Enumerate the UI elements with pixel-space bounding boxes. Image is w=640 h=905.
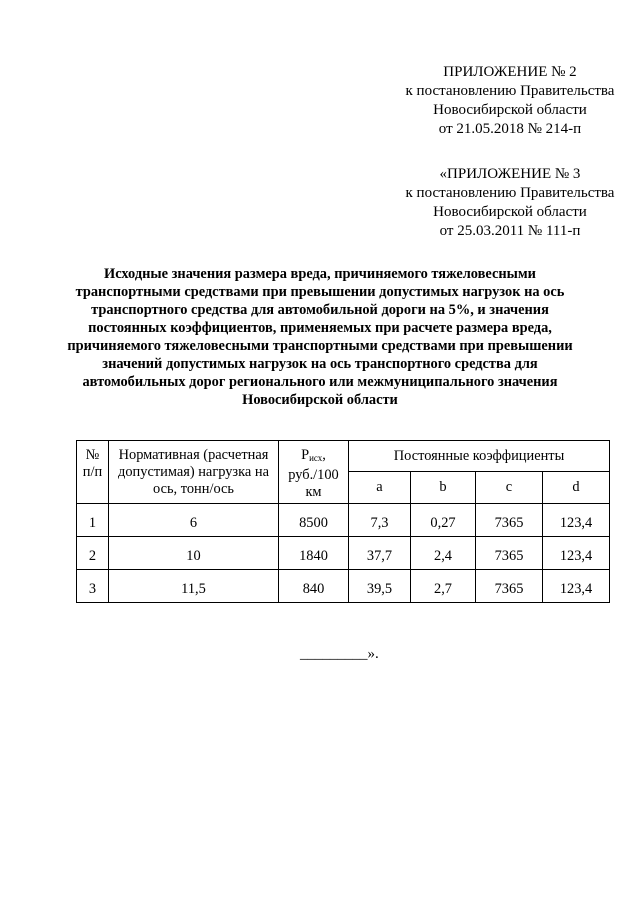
table-row (77, 504, 610, 537)
appendix-3-line: «ПРИЛОЖЕНИЕ № 3 (439, 166, 581, 182)
cell-base-damage: 8500 (279, 504, 349, 537)
appendix-2-line: к постановлению Правительства (405, 83, 615, 99)
appendix-3-line: от 25.03.2011 № 111-п (439, 223, 581, 239)
coefficients-table (76, 440, 610, 603)
cell-coef-c: 7365 (476, 570, 543, 603)
header-number-line1: № (85, 447, 100, 463)
appendix-2-header (375, 63, 640, 139)
header-number-line2: п/п (82, 464, 103, 480)
appendix-2-line: ПРИЛОЖЕНИЕ № 2 (443, 64, 577, 80)
header-coef-d: d (543, 472, 610, 504)
document-title (60, 265, 580, 409)
cell-load: 10 (109, 537, 279, 570)
cell-coef-a: 39,5 (349, 570, 411, 603)
header-p-unit: руб./100 км (288, 467, 339, 500)
cell-coef-c: 7365 (476, 537, 543, 570)
cell-number: 3 (77, 570, 109, 603)
cell-coef-b: 2,4 (411, 537, 476, 570)
header-p-symbol: P (301, 447, 310, 463)
title-line: транспортного средства для автомобильной дороги на 5%, и значения (91, 302, 549, 318)
header-base-damage (279, 441, 349, 504)
cell-coef-b: 2,7 (411, 570, 476, 603)
title-line: постоянных коэффициентов, применяемых при расчете размера вреда, (88, 320, 552, 336)
header-coef-a: a (349, 472, 411, 504)
header-p-comma: , (322, 447, 326, 463)
title-line: автомобильных дорог регионального или межмуниципального значения (82, 374, 558, 390)
title-line: Исходные значения размера вреда, причиняемого тяжеловесными (104, 266, 536, 282)
cell-coef-d: 123,4 (543, 537, 610, 570)
cell-number: 2 (77, 537, 109, 570)
table-row (77, 537, 610, 570)
cell-base-damage: 840 (279, 570, 349, 603)
header-coef-c: c (476, 472, 543, 504)
title-line: транспортными средствами при превышении допустимых нагрузок на ось (75, 284, 565, 300)
header-number (77, 441, 109, 504)
cell-coef-a: 7,3 (349, 504, 411, 537)
header-p-subscript: исх (309, 453, 323, 463)
cell-number: 1 (77, 504, 109, 537)
header-coef-b: b (411, 472, 476, 504)
appendix-2-line: от 21.05.2018 № 214-п (438, 121, 582, 137)
appendix-2-line: Новосибирской области (433, 102, 587, 118)
cell-load: 6 (109, 504, 279, 537)
table-row (77, 570, 610, 603)
closing-line: _________». (300, 646, 379, 662)
cell-coef-a: 37,7 (349, 537, 411, 570)
cell-coef-d: 123,4 (543, 504, 610, 537)
appendix-3-header (375, 165, 640, 241)
header-coefficients-group: Постоянные коэффициенты (349, 441, 610, 472)
header-load: Нормативная (расчетная допустимая) нагрузка на ось, тонн/ось (109, 441, 279, 504)
title-line: значений допустимых нагрузок на ось транспортного средства для (102, 356, 538, 372)
cell-coef-b: 0,27 (411, 504, 476, 537)
appendix-3-line: Новосибирской области (433, 204, 587, 220)
cell-base-damage: 1840 (279, 537, 349, 570)
title-line: причиняемого тяжеловесными транспортными средствами при превышении (67, 338, 573, 354)
appendix-3-line: к постановлению Правительства (405, 185, 615, 201)
cell-coef-d: 123,4 (543, 570, 610, 603)
cell-load: 11,5 (109, 570, 279, 603)
title-line: Новосибирской области (242, 392, 398, 408)
cell-coef-c: 7365 (476, 504, 543, 537)
